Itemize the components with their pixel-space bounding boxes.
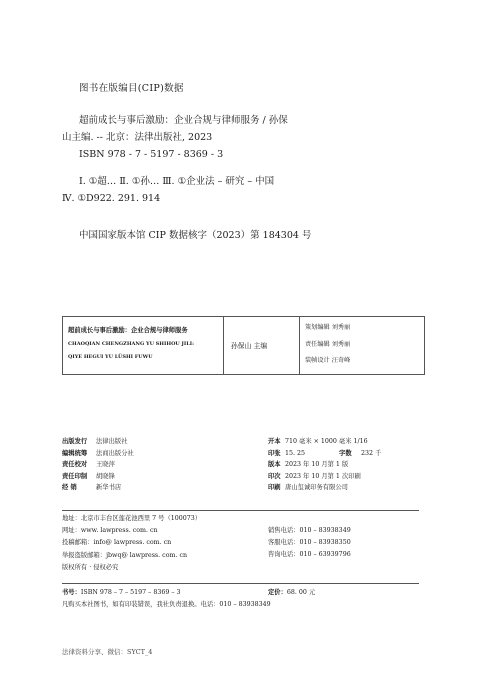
contact-info	[62, 513, 201, 574]
book-title: 超前成长与事后激励：企业合规与律师服务	[68, 327, 188, 334]
impression-label: 印次	[268, 472, 281, 480]
publication-info-left	[62, 436, 134, 494]
divider-top	[62, 510, 419, 511]
printer: 唐山玺诚印务有限公司	[285, 484, 348, 491]
cip-heading: 图书在版编目(CIP)数据	[79, 83, 184, 94]
editorial-label: 编辑统筹	[62, 449, 88, 457]
cover-designer: 装帧设计 汪奇峰	[305, 357, 351, 364]
sheets: 15. 25	[285, 449, 306, 457]
editorial: 法商出版分社	[96, 449, 134, 457]
book-author-cell	[223, 317, 300, 374]
format: 710 毫米 × 1000 毫米 1/16	[285, 438, 368, 445]
impression: 2023 年 10 月第 1 次印刷	[285, 472, 361, 480]
proofreader: 王晓萍	[96, 461, 115, 468]
edition: 2023 年 10 月第 1 版	[285, 461, 349, 468]
distributor-label: 经 销	[62, 484, 77, 491]
website: 网址：www. lawpress. com. cn	[62, 527, 158, 535]
planning-editor: 策划编辑 刘秀丽	[305, 324, 351, 331]
book-editors-cell	[299, 317, 424, 374]
distributor: 新华书店	[96, 484, 122, 491]
cip-title-line-2: 山主编. -- 北京：法律出版社, 2023	[62, 132, 213, 143]
price-label: 定价：	[268, 589, 287, 596]
book-pinyin-2: QIYE HEGUI YU LÜSHI FUWU	[68, 354, 153, 360]
copyright-notice: 版权所有 · 侵权必究	[62, 563, 119, 571]
watermark-text: 法律资料分享、微信：SYCT_4	[62, 648, 153, 656]
sales-phone: 销售电话：010 – 83938349	[268, 527, 351, 534]
isbn-label: 书号：	[62, 589, 81, 596]
address: 地址：北京市丰台区莲花池西里 7 号（100073）	[62, 515, 202, 522]
cip-record	[62, 112, 432, 244]
price: 68. 00 元	[286, 589, 316, 596]
report-email: 举报盗版邮箱：jbwq@ lawpress. com. cn	[62, 551, 188, 559]
cip-classification-1: Ⅰ. ①超… Ⅱ. ①孙… Ⅲ. ①企业法 – 研究 – 中国	[79, 176, 275, 187]
divider-bottom	[62, 583, 419, 584]
proofread-label: 责任校对	[62, 461, 88, 468]
cip-title-line: 超前成长与事后激励：企业合规与律师服务 / 孙保	[79, 115, 288, 126]
footer-isbn: ISBN 978 – 7 – 5197 – 8369 – 3	[80, 589, 181, 596]
words: 232 千	[361, 449, 382, 457]
consult-phone: 咨询电话：010 – 63939796	[268, 551, 351, 559]
phone-info	[268, 525, 351, 562]
sheets-label: 印张	[268, 449, 281, 457]
book-info-box	[62, 316, 425, 375]
submission-email: 投稿邮箱：info@ lawpress. com. cn	[62, 539, 172, 547]
cip-isbn: ISBN 978 - 7 - 5197 - 8369 - 3	[79, 149, 224, 160]
printer-label: 印刷	[268, 484, 281, 491]
publisher-label: 出版发行	[62, 438, 88, 445]
book-title-cell	[63, 317, 224, 374]
footer	[62, 587, 316, 611]
book-pinyin-1: CHAOQIAN CHENGZHANG YU SHIHOU JILI:	[68, 341, 194, 347]
words-label: 字数	[339, 449, 352, 457]
publication-info-right	[268, 436, 381, 494]
cip-classification-2: Ⅳ. ①D922. 291. 914	[62, 193, 161, 204]
print-resp-label: 责任印制	[62, 472, 88, 480]
cip-verification: 中国国家版本馆 CIP 数据核字（2023）第 184304 号	[79, 230, 312, 241]
publisher: 法律出版社	[96, 438, 128, 445]
return-notice: 凡购买本社图书，如有印装错误，我社负责退换。电话：010 – 83938349	[62, 601, 271, 608]
responsible-editor: 责任编辑 刘秀丽	[305, 341, 351, 348]
book-author: 孙保山 主编	[231, 342, 268, 350]
edition-label: 版本	[268, 461, 281, 468]
format-label: 开本	[268, 438, 281, 445]
print-responsible: 胡晓锋	[96, 472, 115, 480]
service-phone: 客服电话：010 – 83938350	[268, 539, 351, 547]
